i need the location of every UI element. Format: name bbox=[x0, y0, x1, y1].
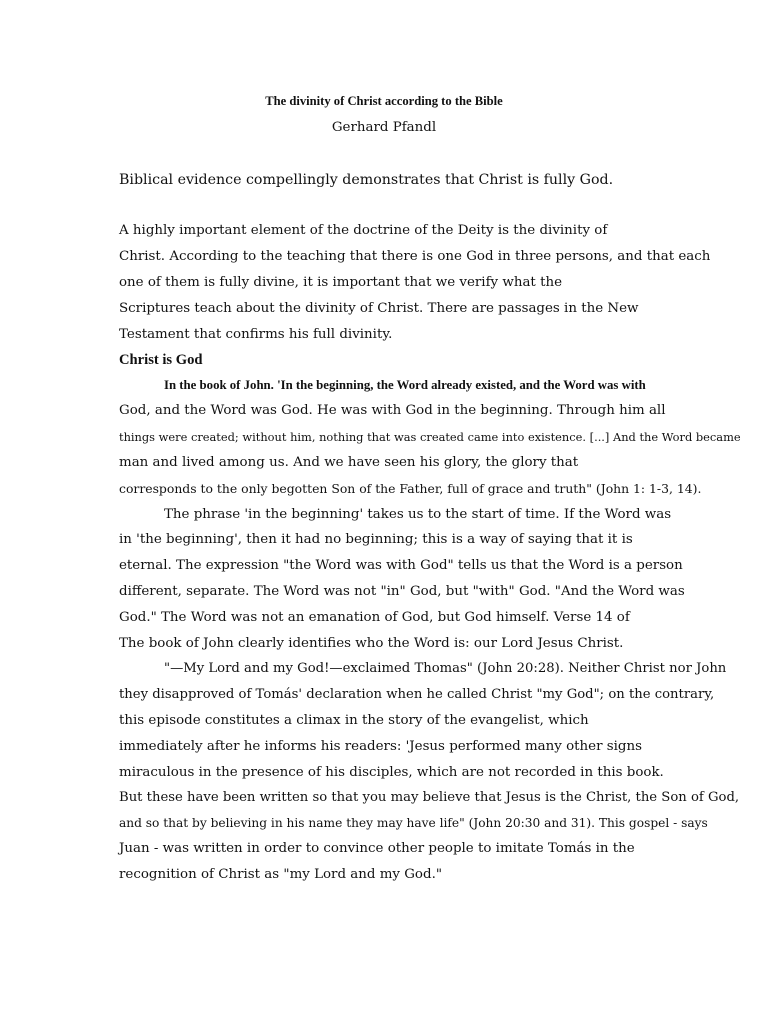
intro-line: one of them is fully divine, it is important that we verify what the bbox=[119, 275, 562, 290]
intro-line: Testament that confirms his full divinity. bbox=[119, 327, 393, 342]
body-line: eternal. The expression "the Word was with God" tells us that the Word is a person bbox=[119, 558, 683, 573]
intro-line: Scriptures teach about the divinity of Christ. There are passages in the New bbox=[119, 301, 639, 316]
body-line: The phrase 'in the beginning' takes us to the start of time. If the Word was bbox=[164, 507, 672, 522]
body-line: man and lived among us. And we have seen his glory, the glory that bbox=[119, 455, 579, 470]
body-line: God." The Word was not an emanation of God, but God himself. Verse 14 of bbox=[119, 610, 630, 625]
body-line: But these have been written so that you may believe that Jesus is the Christ, the Son of God, bbox=[119, 790, 740, 805]
body-line: they disapproved of Tomás' declaration when he called Christ "my God"; on the contrary, bbox=[119, 687, 715, 702]
summary-line: Biblical evidence compellingly demonstrates that Christ is fully God. bbox=[119, 172, 614, 188]
body-line: this episode constitutes a climax in the story of the evangelist, which bbox=[119, 713, 589, 728]
body-line: In the book of John. 'In the beginning, the Word already existed, and the Word was with bbox=[164, 378, 646, 392]
body-line: recognition of Christ as "my Lord and my God." bbox=[119, 867, 442, 882]
section-heading: Christ is God bbox=[119, 352, 203, 368]
body-line: immediately after he informs his readers: 'Jesus performed many other signs bbox=[119, 739, 642, 754]
intro-line: A highly important element of the doctrine of the Deity is the divinity of bbox=[119, 223, 608, 238]
body-line: things were created; without him, nothing that was created came into existence. [...] And the Word became bbox=[119, 430, 741, 444]
body-line: The book of John clearly identifies who the Word is: our Lord Jesus Christ. bbox=[119, 636, 624, 651]
body-line: corresponds to the only begotten Son of the Father, full of grace and truth" (John 1: 1-3, 14). bbox=[119, 481, 702, 496]
document-author: Gerhard Pfandl bbox=[331, 120, 437, 135]
document-title: The divinity of Christ according to the Bible bbox=[265, 94, 503, 108]
body-line: God, and the Word was God. He was with God in the beginning. Through him all bbox=[119, 403, 666, 418]
body-line: in 'the beginning', then it had no beginning; this is a way of saying that it is bbox=[119, 532, 633, 547]
body-line: Juan - was written in order to convince other people to imitate Tomás in the bbox=[119, 841, 635, 856]
body-line: "—My Lord and my God!—exclaimed Thomas" (John 20:28). Neither Christ nor John bbox=[164, 661, 727, 676]
body-line: and so that by believing in his name they may have life" (John 20:30 and 31). This gospel - says bbox=[119, 816, 708, 830]
intro-line: Christ. According to the teaching that there is one God in three persons, and that each bbox=[119, 249, 711, 264]
body-line: miraculous in the presence of his disciples, which are not recorded in this book. bbox=[119, 765, 664, 780]
body-line: different, separate. The Word was not "in" God, but "with" God. "And the Word was bbox=[119, 584, 685, 599]
